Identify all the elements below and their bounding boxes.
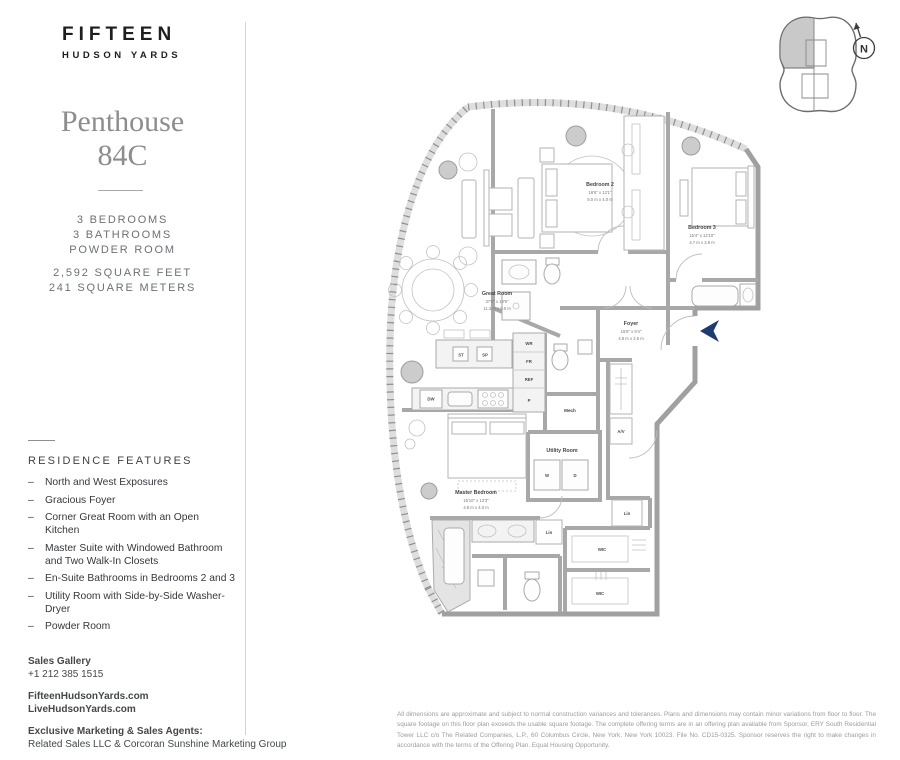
armchair-symbol <box>459 247 477 265</box>
key-plan <box>780 17 875 111</box>
bullet-dash: – <box>28 512 34 523</box>
bedroom2-dim-ft: 16'6" x 13'1" <box>588 190 612 195</box>
unit-location-shade <box>780 17 814 68</box>
sales-gallery-label: Sales Gallery <box>28 656 91 667</box>
feature-text: Powder Room <box>45 621 111 632</box>
master-bedroom-dim-m: 4.8 m x 4.0 m <box>463 505 489 510</box>
linen-label: Lin <box>545 530 553 535</box>
bullet-dash: – <box>28 573 34 584</box>
bedroom3-dim-m: 4.7 m x 3.9 m <box>689 240 715 245</box>
feature-text: En-Suite Bathrooms in Bedrooms 2 and 3 <box>45 573 236 584</box>
bedroom3-dim-ft: 15'4" x 12'10" <box>689 233 715 238</box>
great-room-dim-m: 11.3 m x 6.0 m <box>483 306 511 311</box>
mech-label: Mech <box>564 408 576 413</box>
foyer-dim-ft: 15'8" x 8'4" <box>620 329 642 334</box>
freezer-label: FR <box>526 359 532 364</box>
speed-oven-label: SP <box>482 352 488 358</box>
feature-text: Gracious Foyer <box>45 494 116 506</box>
bedroom3 <box>680 166 754 245</box>
linen-label: Lin <box>623 511 631 516</box>
brand-subname: HUDSON YARDS <box>62 50 182 61</box>
vanity-symbol <box>502 260 536 284</box>
agents-names: Related Sales LLC & Corcoran Sunshine Marketing Group <box>28 739 287 750</box>
shower-symbol <box>478 570 494 586</box>
side-table-symbol <box>405 439 415 449</box>
feature-text: Utility Room with Side-by-Side Washer-Dryer <box>45 590 225 615</box>
spec-powder-room: POWDER ROOM <box>69 244 176 256</box>
bullet-dash: – <box>28 542 34 554</box>
master-bath <box>432 520 562 612</box>
coffee-table-symbol <box>488 214 512 236</box>
bullet-dash: – <box>28 590 34 602</box>
stool-symbol <box>470 330 490 338</box>
armchair-symbol <box>459 153 477 171</box>
console-symbol <box>484 170 489 246</box>
hall-closets <box>610 364 642 526</box>
closet-strip <box>622 116 664 250</box>
agents-label: Exclusive Marketing & Sales Agents: <box>28 726 203 737</box>
powder-sink <box>578 340 592 354</box>
great-room-label: Great Room <box>481 291 513 297</box>
sofa-symbol <box>462 180 476 238</box>
great-room-dim-ft: 37'0" x 19'9" <box>485 299 509 304</box>
toilet-symbol <box>544 264 560 284</box>
north-label: N <box>860 43 868 56</box>
feature-text: Master Suite with Windowed Bathroom and Two Walk-In Closets <box>45 542 223 567</box>
foyer-dim-m: 4.8 m x 2.5 m <box>618 336 644 341</box>
bedroom2-dim-m: 5.0 m x 4.0 m <box>587 197 613 202</box>
north-arrowhead-icon <box>854 23 861 30</box>
features-heading: RESIDENCE FEATURES <box>28 455 193 467</box>
wine-ref-label: WR <box>525 341 533 346</box>
area-feet: 2,592 SQUARE FEET <box>53 267 192 279</box>
bathtub-symbol <box>692 286 738 306</box>
double-vanity <box>472 520 534 542</box>
bedroom2-label: Bedroom 2 <box>586 182 614 188</box>
vanity-symbol <box>740 284 756 306</box>
dining-chairs <box>389 246 478 335</box>
nightstand-symbol <box>540 148 554 162</box>
bedroom2 <box>540 148 632 248</box>
utility-room-label: Utility Room <box>546 448 578 454</box>
utility-area <box>534 408 588 490</box>
bullet-dash: – <box>28 494 34 506</box>
brand-name: FIFTEEN <box>62 24 177 45</box>
unit-title-line2: 84C <box>97 139 148 172</box>
feature-text: North and West Exposures <box>45 477 168 488</box>
stove-label: ST <box>458 352 464 358</box>
toilet-symbol <box>552 350 568 370</box>
master-bedroom-label: Master Bedroom <box>455 490 497 496</box>
spec-bathrooms: 3 BATHROOMS <box>72 229 173 241</box>
unit-title-line1: Penthouse <box>60 105 185 138</box>
bench-symbol <box>680 180 688 216</box>
washer-label: W <box>544 473 550 478</box>
armchair-symbol <box>409 420 425 436</box>
legal-disclaimer: All dimensions are approximate and subject to normal construction variances and tolerances. Plans and dimensions may contain minor variations from floor to floor. The square footage on this floor plan exceeds the usable square footage. The complete offering terms are in an offering plan available from Sponsor, ERY South Residential Tower LLC c/o The Related Companies, L.P., 60 Columbus Circle, New York, New York 10023. File No. CD15-0325. Sponsor reserves the right to make changes in accordance with the terms of the Offering Plan. Equal Housing Opportunity. <box>397 711 876 749</box>
website-link-2: LiveHudsonYards.com <box>28 704 136 715</box>
website-link-1: FifteenHudsonYards.com <box>28 691 149 702</box>
av-label: A/V <box>617 429 625 434</box>
sink-symbol <box>448 392 472 406</box>
nightstand-symbol <box>540 234 554 248</box>
coffee-table-symbol <box>488 188 512 210</box>
bathtub-symbol <box>444 528 464 584</box>
phone-number: +1 212 385 1515 <box>28 669 104 680</box>
kitchen-island <box>436 340 512 368</box>
entry-arrow-icon <box>700 320 719 342</box>
master-bedroom-dim-ft: 15'10" x 13'3" <box>463 498 489 503</box>
wic-label: WIC <box>595 591 605 596</box>
dryer-label: D <box>573 473 577 478</box>
wic-label: WIC <box>597 547 607 552</box>
refrigerator-label: REF <box>524 377 534 382</box>
toilet-symbol <box>524 579 540 601</box>
spec-bedrooms: 3 BEDROOMS <box>76 214 169 226</box>
area-meters: 241 SQUARE METERS <box>48 282 197 294</box>
feature-text: Corner Great Room with an Open Kitchen <box>45 512 199 536</box>
bullet-dash: – <box>28 621 34 632</box>
pantry-label: P <box>527 398 531 403</box>
chaise-symbol <box>518 178 534 238</box>
dishwasher-label: DW <box>427 396 435 402</box>
toilet-tank <box>525 572 539 579</box>
bedroom3-label: Bedroom 3 <box>688 225 716 231</box>
bullet-dash: – <box>28 477 34 488</box>
stool-symbol <box>444 330 464 338</box>
kitchen <box>412 330 545 412</box>
foyer-label: Foyer <box>623 321 639 327</box>
bedroom3-bath <box>692 284 756 306</box>
powder-room <box>552 340 592 370</box>
